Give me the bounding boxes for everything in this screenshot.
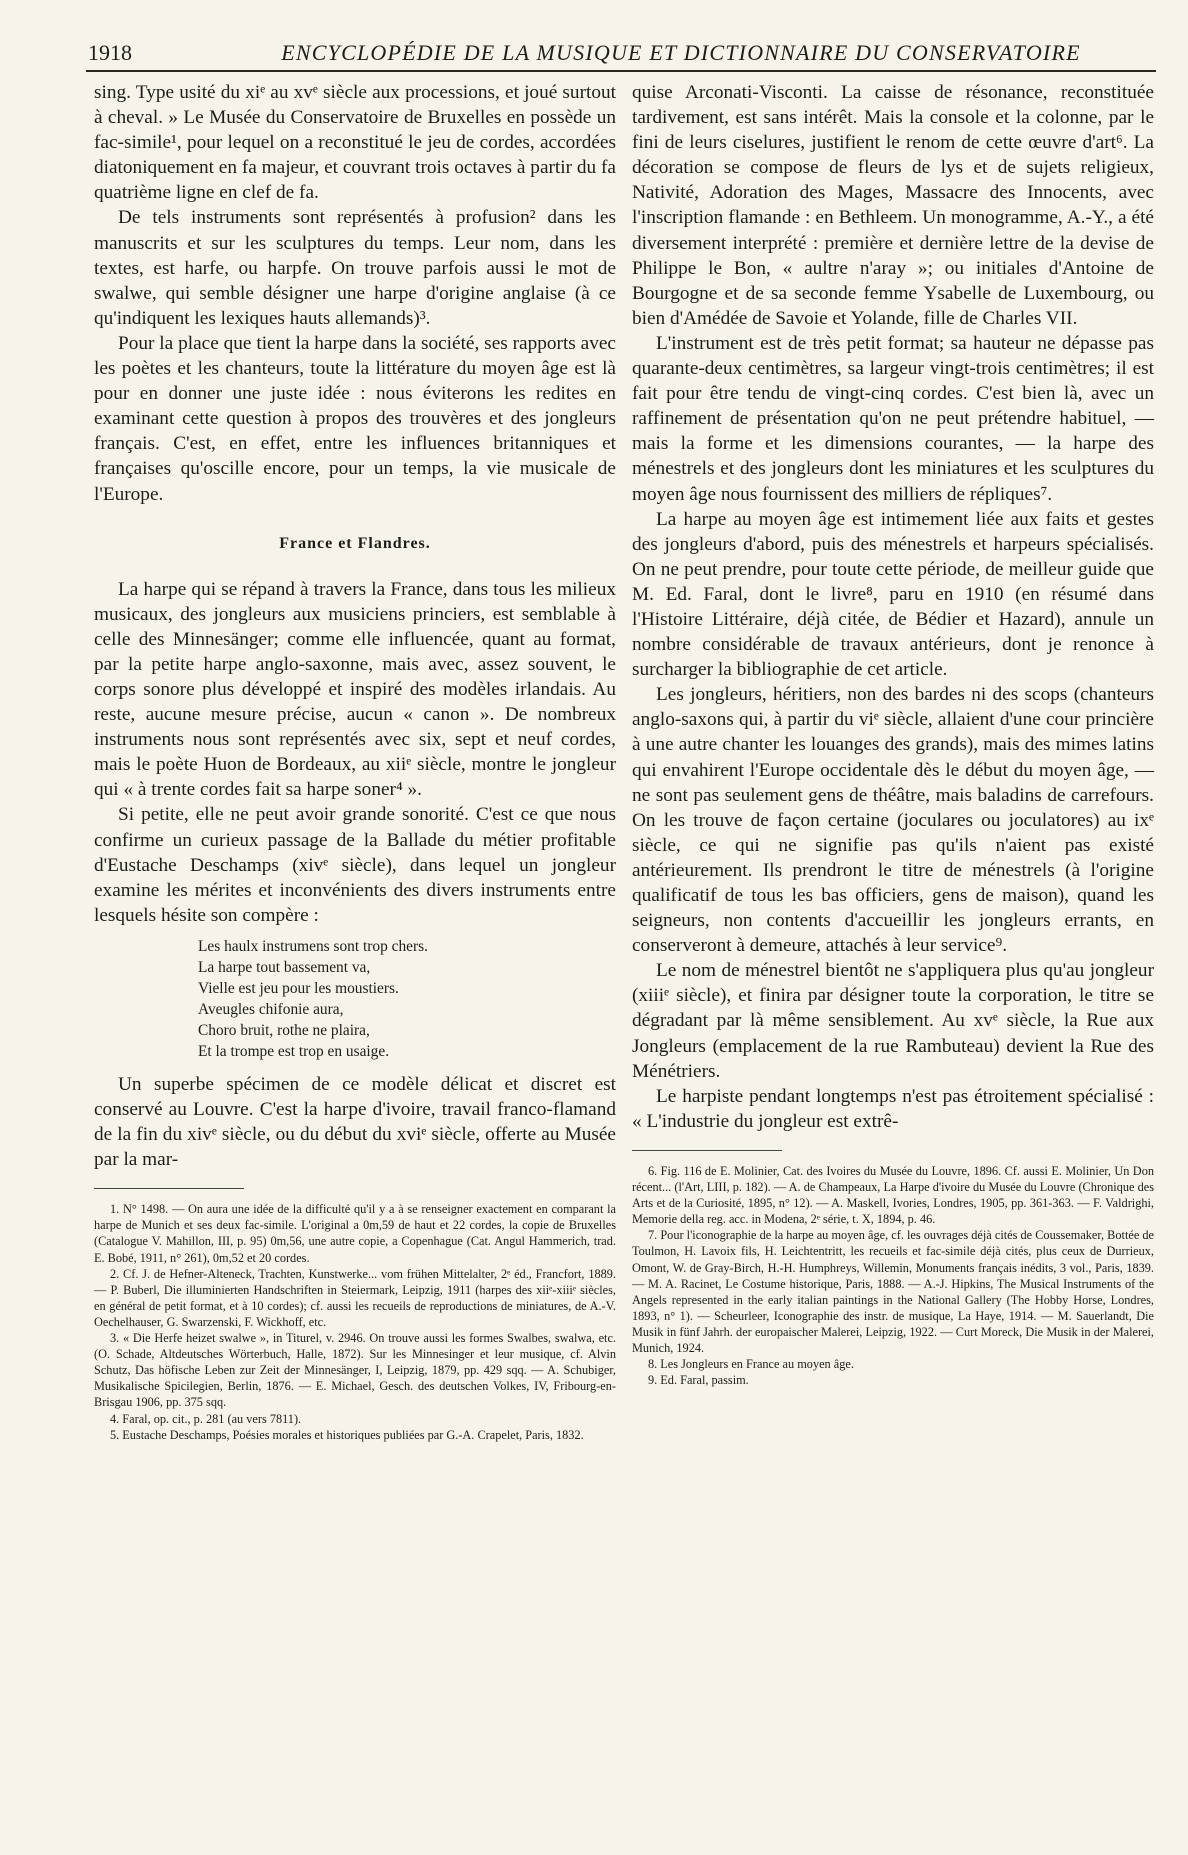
paragraph: quise Arconati-Visconti. La caisse de résonance, reconstituée tardivement, est sans intérêt. Mais la console et la colonne, par le fini de leurs ciselures, justifient le renom de cette œuvre d'art⁶. La décoration se compose de fleurs de lys et de sujets religieux, Nativité, Adoration des Mages, Massacre des Innocents, avec l'inscription flamande : en Bethleem. Un monogramme, A.-Y., a été diversement interprété : première et dernière lettre de la devise de Philippe le Bon, « aultre n'aray »; ou initiales d'Antoine de Bourgogne et de sa seconde femme Ysabelle de Luxembourg, ou bien d'Amédée de Savoie et Yolande, fille de Charles VII. [632, 82, 1154, 329]
verse-line: Les haulx instrumens sont trop chers. [198, 937, 428, 955]
running-head-title: ENCYCLOPÉDIE DE LA MUSIQUE ET DICTIONNAIRE DU CONSERVATOIRE [281, 40, 1081, 65]
verse-line: Et la trompe est trop en usaige. [198, 1042, 390, 1060]
footnote: 2. Cf. J. de Hefner-Alteneck, Trachten, Kunstwerke... vom frühen Mittelalter, 2ᵉ éd., Francfort, 1889. — P. Buberl, Die illuminierten Handschriften in Steiermark, Leipzig, 1911 (harpes des xiiᵉ-xiiiᵉ siècles, en général de petit format, et à 10 cordes); cf. aussi les recueils de reproductions de miniatures, de A.-V. Oechelhauser, G. Swarzenski, F. Wickhoff, etc. [94, 1266, 616, 1329]
paragraph: Si petite, elle ne peut avoir grande sonorité. C'est ce que nous confirme un curieux passage de la Ballade du métier profitable d'Eustache Deschamps (xivᵉ siècle), dans lequel un jongleur examine les mérites et inconvénients des divers instruments entre lesquels hésite son compère : [94, 804, 616, 926]
footnote: 4. Faral, op. cit., p. 281 (au vers 7811). [110, 1411, 302, 1426]
footnotes [94, 1201, 616, 1442]
footnote: 6. Fig. 116 de E. Molinier, Cat. des Ivoires du Musée du Louvre, 1896. Cf. aussi E. Molinier, Un Don récent... (l'Art, LIII, p. 182). — A. de Champeaux, La Harpe d'ivoire du Musée du Louvre (Chronique des Arts et de la Curiosité, 1895, n° 12). — A. Maskell, Ivories, Londres, 1905, pp. 361-363. — F. Valdrighi, Memorie della reg. acc. in Modena, 2ᵉ série, t. X, 1894, p. 46. [632, 1163, 1154, 1227]
paragraph: La harpe qui se répand à travers la France, dans tous les milieux musicaux, des jongleurs aux musiciens princiers, est semblable à celle des Minnesänger; comme elle influencée, quant au format, par la petite harpe anglo-saxonne, mais avec, assez souvent, le corps sonore plus développé et inspiré des modèles irlandais. Au reste, aucune mesure précise, aucun « canon ». De nombreux instruments nous sont représentés avec six, sept et neuf cordes, mais le poète Huon de Bordeaux, au xiiᵉ siècle, montre le jongleur qui « à trente cordes fait sa harpe soner⁴ ». [94, 578, 616, 801]
section-heading: France et Flandres. [279, 534, 431, 552]
verse-line: La harpe tout bassement va, [198, 958, 371, 976]
paragraph: Le nom de ménestrel bientôt ne s'appliquera plus qu'au jongleur (xiiiᵉ siècle), et finira par désigner toute la corporation, le titre se dégradant par là même sensiblement. Au xvᵉ siècle, la Rue aux Jongleurs (emplacement de la rue Rambuteau) devient la Rue des Ménétriers. [632, 960, 1154, 1082]
verse-quotation [198, 936, 616, 1062]
footnote: 5. Eustache Deschamps, Poésies morales et historiques publiées par G.-A. Crapelet, Paris, 1832. [110, 1427, 584, 1442]
footnotes [632, 1163, 1154, 1388]
page-number: 1918 [88, 40, 132, 65]
footnote: 9. Ed. Faral, passim. [648, 1373, 749, 1388]
footnote: 3. « Die Herfe heizet swalwe », in Titurel, v. 2946. On trouve aussi les formes Swalbes, swalwa, etc. (O. Schade, Altdeutsches Wörterbuch, Halle, 1872). Sur les Minnesinger et leur musique, cf. Alvin Schutz, Das höfische Leben zur Zeit der Minnesänger, I, Leipzig, 1879, pp. 429 sqq. — A. Schubiger, Musikalische Spicilegien, Berlin, 1876. — E. Michael, Gesch. des deutschen Volkes, IV, Fribourg-en-Brisgau 1906, pp. 375 sqq. [94, 1331, 616, 1410]
paragraph: De tels instruments sont représentés à profusion² dans les manuscrits et sur les sculptures du temps. Leur nom, dans les textes, est harfe, ou harpfe. On trouve parfois aussi le mot de swalwe, qui semble désigner une harpe d'origine anglaise (à ce qu'indiquent les lexiques hauts allemands)³. [94, 207, 616, 329]
right-column [632, 80, 1154, 1388]
verse-line: Choro bruit, rothe ne plaira, [198, 1021, 370, 1039]
verse-line: Vielle est jeu pour les moustiers. [198, 979, 399, 997]
footnote: 8. Les Jongleurs en France au moyen âge. [648, 1357, 854, 1372]
paragraph: Un superbe spécimen de ce modèle délicat et discret est conservé au Louvre. C'est la harpe d'ivoire, travail franco-flamand de la fin du xivᵉ siècle, ou du début du xviᵉ siècle, offerte au Musée par la mar- [94, 1073, 616, 1171]
verse-line: Aveugles chifonie aura, [198, 1000, 344, 1018]
running-head [86, 40, 1156, 72]
paragraph: L'instrument est de très petit format; sa hauteur ne dépasse pas quarante-deux centimètres, sa largeur vingt-trois centimètres; il est fait pour être tendu de vingt-cinq cordes. C'est bien là, avec un raffinement de présentation qu'on ne peut prétendre habituel, — mais la forme et les dimensions courantes, — la harpe des ménestrels et des jongleurs dont les miniatures et les sculptures du moyen âge nous fournissent des milliers de répliques⁷. [632, 332, 1154, 505]
left-column [94, 80, 616, 1443]
footnote: 7. Pour l'iconographie de la harpe au moyen âge, cf. les ouvrages déjà cités de Coussemaker, Bottée de Toulmon, H. Lavoix fils, H. Leichtentritt, les recueils et fac-simile déjà cités, plus ceux de Durrieux, Omont, W. de Gray-Birch, H.-H. Humphreys, Willemin, Monuments français inédits, 3 vol., Paris, 1839. — M. A. Racinet, Le Costume historique, Paris, 1888. — A.-J. Hipkins, The Musical Instruments of the Angels represented in the early italian paintings in the National Gallery (The Hobby Horse, Londres, 1893, n° 1). — Scheurleer, Iconographie des instr. de musique, La Haye, 1914. — M. Sauerlandt, Die Musik in fünf Jahrh. der europaischer Malerei, Leipzig, 1922. — Curt Moreck, Die Musik in der Malerei, Munich, 1924. [632, 1228, 1154, 1355]
paragraph: Le harpiste pendant longtemps n'est pas étroitement spécialisé : « L'industrie du jongleur est extrê- [632, 1085, 1154, 1132]
footnote-rule [94, 1188, 244, 1189]
paragraph: Les jongleurs, héritiers, non des bardes ni des scops (chanteurs anglo-saxons qui, à partir du viᵉ siècle, allaient d'une cour princière à une autre chanter les louanges des grands), mais des mimes latins qui envahirent l'Europe occidentale dès le début du moyen âge, — ne sont pas seulement gens de théâtre, mais baladins de carrefours. On les trouve de façon certaine (joculares ou joculatores) au ixᵉ siècle, ce qui ne signifie pas qu'ils n'aient pas existé antérieurement. Ils prendront le titre de ménestrels (à l'origine qualificatif de tous les bas officiers, gens de maison), quand les seigneurs, non contents d'accueillir les jongleurs errants, en conserveront à demeure, attachés à leur service⁹. [632, 684, 1154, 957]
paragraph: Pour la place que tient la harpe dans la société, ses rapports avec les poètes et les chanteurs, toute la littérature du moyen âge est là pour en donner une juste idée : nous éviterons les redites en examinant cette question à propos des trouvères et des jongleurs français. C'est, en effet, entre les influences britanniques et françaises qu'oscille encore, pour un temps, la vie musicale de l'Europe. [94, 332, 616, 505]
paragraph: La harpe au moyen âge est intimement liée aux faits et gestes des jongleurs d'abord, puis des ménestrels et harpeurs spécialisés. On ne peut prendre, pour toute cette période, de meilleur guide que M. Ed. Faral, dont le livre⁸, paru en 1910 (en résumé dans l'Histoire Littéraire, déjà citée, de Bédier et Hazard), annule un nombre considérable de travaux antérieurs, dont je renonce à surcharger la bibliographie de cet article. [632, 508, 1154, 681]
footnote-rule [632, 1150, 782, 1151]
footnote: 1. N° 1498. — On aura une idée de la difficulté qu'il y a à se renseigner exactement en comparant la harpe de Munich et ses deux fac-simile. L'original a 0m,59 de haut et 22 cordes, la copie de Bruxelles (Catalogue V. Mahillon, III, p. 95) 0m,56, une autre copie, a Copenhague (Cat. Angul Hammerich, trad. E. Bobé, 1911, n° 261), 0m,52 et 20 cordes. [94, 1202, 616, 1265]
paragraph: sing. Type usité du xiᵉ au xvᵉ siècle aux processions, et joué surtout à cheval. » Le Musée du Conservatoire de Bruxelles en possède un fac-simile¹, pour lequel on a reconstitué le jeu de cordes, accordées diatoniquement en fa majeur, et couvrant trois octaves à partir du fa quatrième ligne en clef de fa. [94, 82, 616, 204]
